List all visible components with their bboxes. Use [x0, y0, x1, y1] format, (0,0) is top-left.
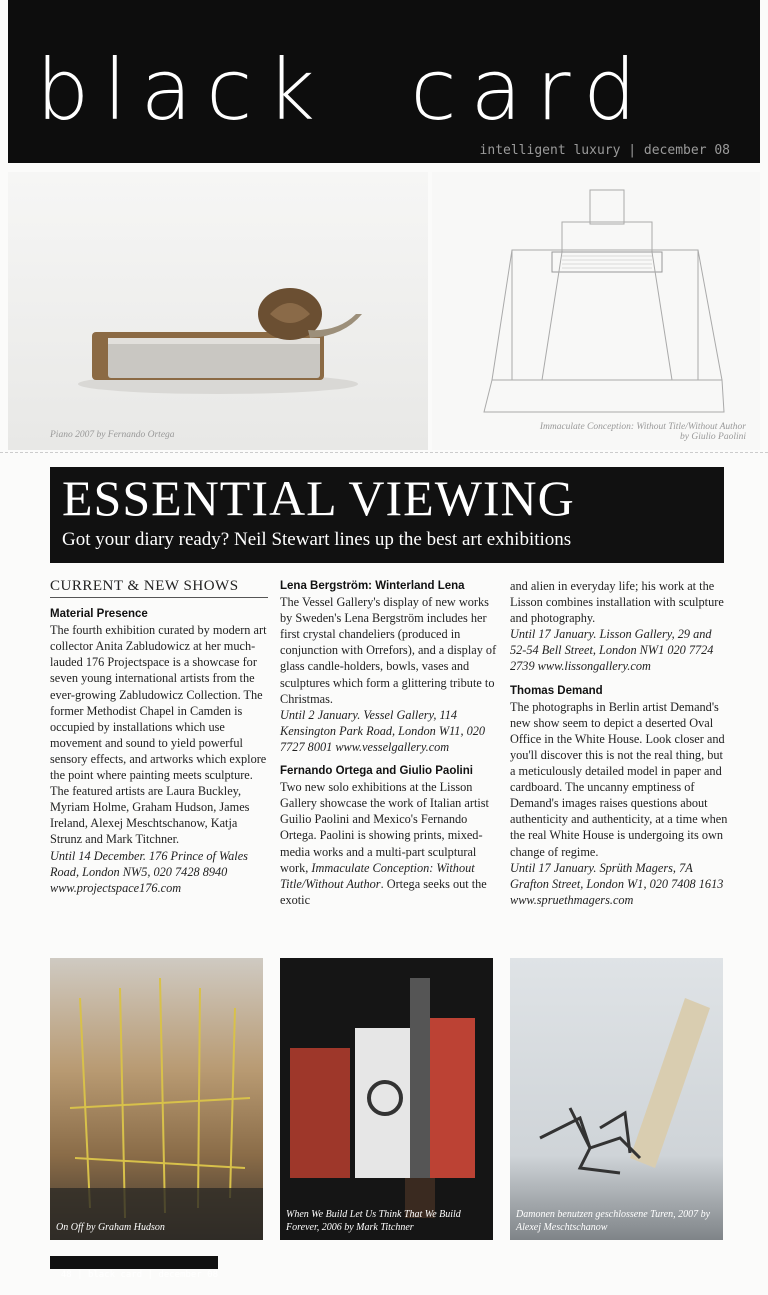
article-column-2: [280, 578, 498, 908]
photo-caption: Damonen benutzen geschlossene Turen, 2007 by Alexej Meschtschanow: [516, 1209, 711, 1233]
photo-caption: Immaculate Conception: Without Title/Without Author by Giulio Paolini: [539, 422, 746, 442]
article-info: Until 2 January. Vessel Gallery, 114 Kensington Park Road, London W11, 020 7727 8001 www.vesselgallery.com: [280, 707, 486, 754]
scaffold-installation-illustration: [50, 958, 263, 1240]
footer-issue: december 08: [158, 1270, 219, 1280]
article-column-1: [50, 578, 268, 896]
article-info: Until 17 January. Sprüth Magers, 7A Grafton Street, London W1, 020 7408 1613 www.spruethmagers.com: [510, 860, 724, 907]
page-number: 48: [60, 1270, 72, 1280]
article-body: The fourth exhibition curated by modern art collector Anita Zabludowicz at her much-lauded 176 Projectspace is a showcase for seven young international artists from the ever-growing Zabludowicz Collection. The former Methodist Chapel in Camden is occupied by installations which use movement and sound to yield powerful sensory effects, and artworks which explore the point where painting meets sculpture. The featured artists are Laura Buckley, Myriam Holme, Graham Hudson, James Ireland, Alexej Meschtschanow, Katja Strunz and Mark Titchner.: [50, 623, 267, 847]
article-body: Two new solo exhibitions at the Lisson Gallery showcase the work of Italian artist Guilio Paolini and Mexico's Fernando Ortega. Paolini is showing prints, mixed-media works and a multi-part sculptural work, Immaculate Conception: Without Title/Without Author. Ortega seeks out the exotic: [280, 780, 489, 907]
footer-brand: black card: [87, 1270, 143, 1280]
photo-piano-harmonica: [8, 172, 428, 450]
article-title: Material Presence: [50, 608, 148, 621]
photo-caption: On Off by Graham Hudson: [56, 1222, 165, 1233]
photo-caption: Piano 2007 by Fernando Ortega: [50, 430, 175, 440]
section-heading: CURRENT & NEW SHOWS: [50, 578, 268, 598]
banner-subtitle: Got your diary ready? Neil Stewart lines up the best art exhibitions: [62, 529, 572, 550]
harmonica-snail-illustration: [8, 172, 428, 450]
magazine-logo: black card: [36, 41, 651, 139]
photo-meschtschanow: [510, 958, 723, 1240]
door-sculpture-illustration: [510, 958, 723, 1240]
photo-titchner: [280, 958, 493, 1240]
light-sculpture-illustration: [280, 958, 493, 1240]
page-divider: [0, 452, 768, 453]
article-body: and alien in everyday life; his work at the Lisson combines installation with sculpture and photography.: [510, 579, 724, 626]
banner-title: ESSENTIAL VIEWING: [62, 470, 575, 526]
masthead-tagline: intelligent luxury | december 08: [479, 143, 730, 158]
article-body: The photographs in Berlin artist Demand's new show seem to depict a deserted Oval Office in the White House. Look closer and you'll discover this is not the real thing, but a meticulously detailed model in paper and cardboard. The uncanny emptiness of Demand's images raises questions about authenticity and authenticity, at a time when the real White House is undergoing its own change of regime.: [510, 699, 728, 859]
article-column-3: [510, 578, 730, 908]
photo-immaculate-conception: [432, 172, 760, 450]
photo-on-off: [50, 958, 263, 1240]
article-body: The Vessel Gallery's display of new works by Sweden's Lena Bergström includes her first crystal chandeliers (produced in conjunction with Orrefors), and a display of glass candle-holders, bowls, vases and sculptures which form a glittering tribute to Christmas.: [280, 595, 497, 706]
section-banner: [50, 467, 724, 563]
page-footer: 48 | black card | december 08: [50, 1256, 218, 1269]
article-title: Fernando Ortega and Giulio Paolini: [280, 765, 473, 778]
photo-caption: When We Build Let Us Think That We Build Forever, 2006 by Mark Titchner: [286, 1209, 461, 1233]
masthead: [8, 0, 760, 163]
article-title: Thomas Demand: [510, 684, 603, 697]
article-info: Until 14 December. 176 Prince of Wales Road, London NW5, 020 7428 8940 www.projectspace176.com: [50, 848, 248, 895]
article-info: Until 17 January. Lisson Gallery, 29 and 52-54 Bell Street, London NW1 020 7724 2739 www.lissongallery.com: [510, 627, 714, 674]
article-title: Lena Bergström: Winterland Lena: [280, 580, 465, 592]
wireframe-sculpture-illustration: [432, 172, 760, 450]
